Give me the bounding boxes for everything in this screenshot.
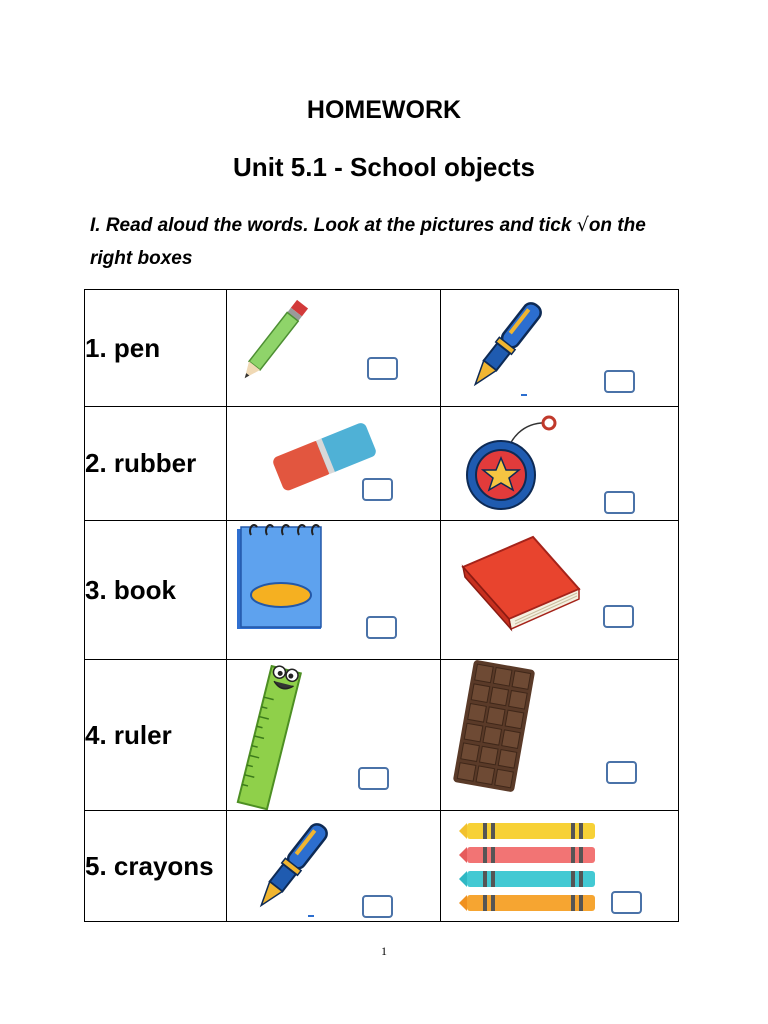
tick-checkbox[interactable] xyxy=(366,616,397,639)
tick-checkbox[interactable] xyxy=(606,761,637,784)
worksheet-table xyxy=(84,289,679,922)
page-number: 1 xyxy=(381,944,387,958)
page-title: HOMEWORK xyxy=(306,96,462,124)
row-word: 4. ruler xyxy=(85,660,227,811)
tick-checkbox[interactable] xyxy=(604,370,635,393)
table-row xyxy=(85,521,679,660)
picture-cell xyxy=(441,521,679,660)
fountain-pen-icon xyxy=(459,292,549,400)
picture-cell xyxy=(227,660,441,811)
tick-symbol: √ xyxy=(576,214,589,236)
tick-checkbox[interactable] xyxy=(603,605,634,628)
notepad-icon xyxy=(233,521,325,633)
row-word: 5. crayons xyxy=(85,811,227,922)
tick-checkbox[interactable] xyxy=(358,767,389,790)
row-word: 3. book xyxy=(85,521,227,660)
ruler-icon xyxy=(231,660,311,810)
table-row xyxy=(85,811,679,922)
tick-checkbox[interactable] xyxy=(362,478,393,501)
table-row xyxy=(85,290,679,407)
instruction-text-before: I. Read aloud the words. Look at the pictures and tick xyxy=(90,215,577,236)
tick-checkbox[interactable] xyxy=(611,891,642,914)
picture-cell xyxy=(227,407,441,521)
red-book-icon xyxy=(459,533,583,633)
tick-checkbox[interactable] xyxy=(604,491,635,514)
instruction xyxy=(90,209,690,275)
row-word: 2. rubber xyxy=(85,407,227,521)
picture-cell xyxy=(441,290,679,407)
picture-cell xyxy=(441,660,679,811)
picture-cell xyxy=(441,407,679,521)
chocolate-bar-icon xyxy=(449,660,539,792)
tick-checkbox[interactable] xyxy=(362,895,393,918)
page-subtitle: Unit 5.1 - School objects xyxy=(233,152,535,182)
picture-cell xyxy=(227,811,441,922)
crayons-icon xyxy=(457,819,599,915)
row-word: 1. pen xyxy=(85,290,227,407)
fountain-pen-icon xyxy=(245,813,345,921)
pencil-icon xyxy=(233,292,313,392)
tick-checkbox[interactable] xyxy=(367,357,398,380)
picture-cell xyxy=(227,521,441,660)
table-row xyxy=(85,660,679,811)
table-row xyxy=(85,407,679,521)
instruction-text-after: on the right boxes xyxy=(90,215,646,269)
picture-cell xyxy=(441,811,679,922)
yoyo-icon xyxy=(453,409,557,517)
picture-cell xyxy=(227,290,441,407)
